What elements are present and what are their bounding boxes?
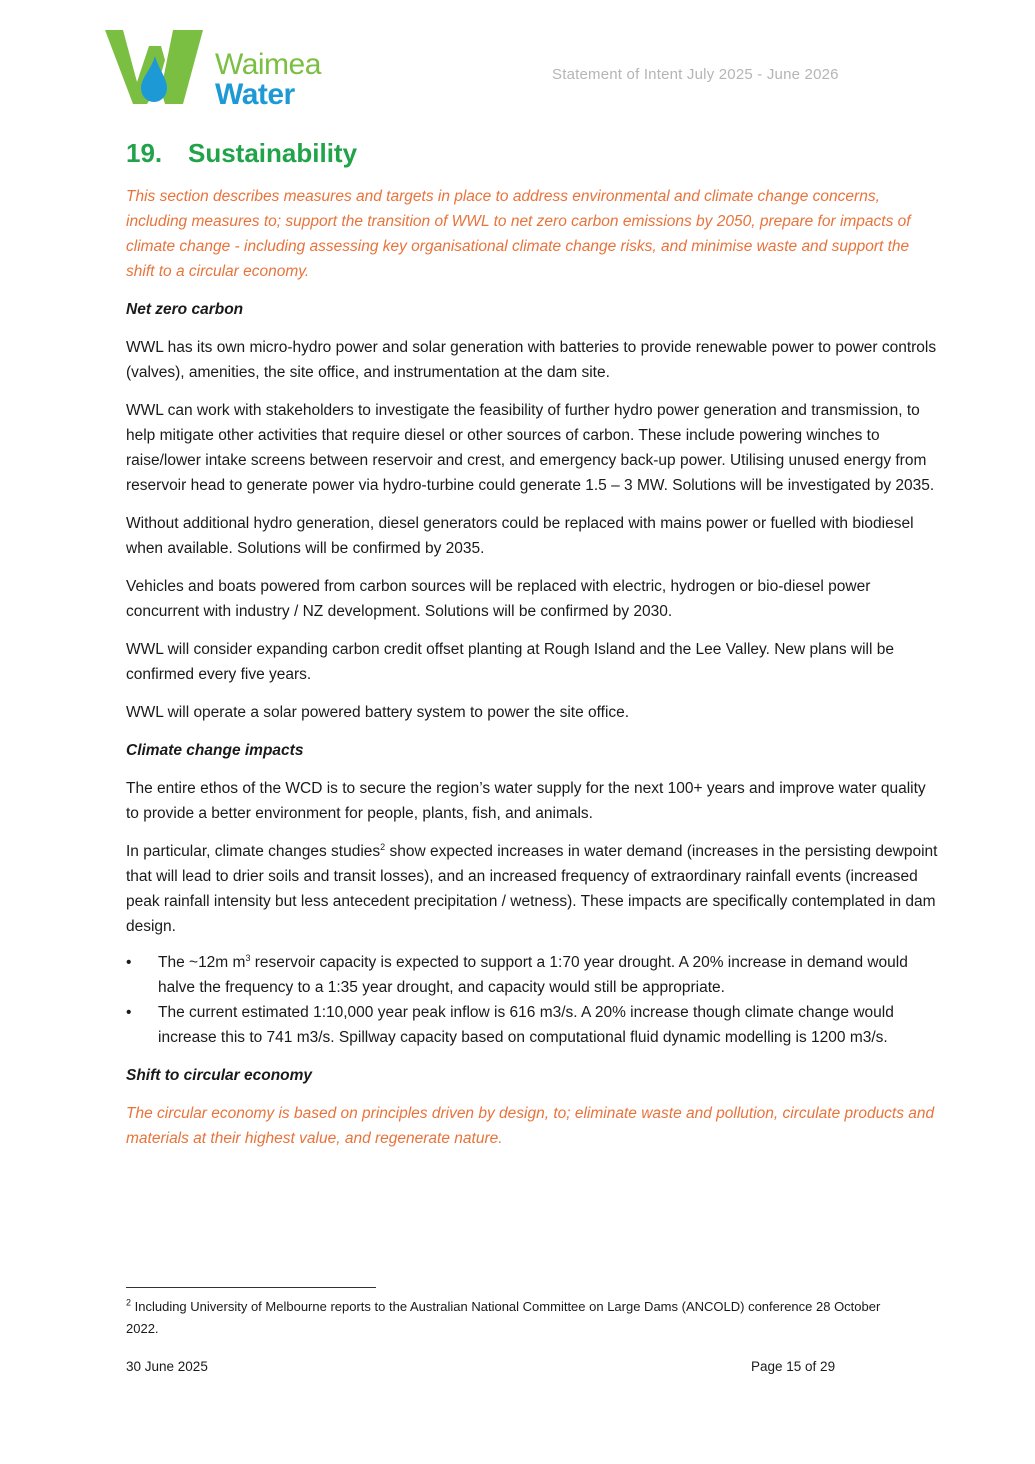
subheading-climate-change: Climate change impacts (126, 742, 304, 759)
logo-text-water: Water (215, 78, 295, 111)
section-intro: This section describes measures and targets in place to address environmental and climate change concerns, including measures to; support the transition of WWL to net zero carbon emissions by 2050, prepare for impacts of climate change - including assessing key organisational climate change risks, and minimise waste and support the shift to a circular economy. (126, 188, 911, 280)
logo-text-waimea: Waimea (215, 48, 321, 81)
section-heading (126, 136, 941, 170)
footnote-marker: 2 (126, 1297, 132, 1308)
section-number: 19. (126, 138, 163, 168)
paragraph: WWL will operate a solar powered battery system to power the site office. (126, 704, 630, 721)
footer-page-number: Page 15 of 29 (751, 1359, 836, 1374)
text-span: show expected increases in water demand (increases in the persisting dewpoint that will lead to drier soils and transit losses), and an increased frequency of extraordinary rainfall events (increased peak rainfall intensity but less antecedent precipitation / wetness). These impacts are specifically contemplated in dam design. (126, 843, 938, 935)
paragraph: WWL can work with stakeholders to investigate the feasibility of further hydro power generation and transmission, to help mitigate other activities that require diesel or other sources of carbon. These include powering winches to raise/lower intake screens between reservoir and crest, and emergency back-up power. Utilising unused energy from reservoir head to generate power via hydro-turbine could generate 1.5 – 3 MW. Solutions will be investigated by 2035. (126, 402, 935, 494)
footnote-text: Including University of Melbourne reports to the Australian National Committee on Large Dams (ANCOLD) conference 28 October 2022. (126, 1299, 881, 1336)
footer-date: 30 June 2025 (126, 1359, 208, 1374)
list-item: • The current estimated 1:10,000 year peak inflow is 616 m3/s. A 20% increase though climate change would increase this to 741 m3/s. Spillway capacity based on computational fluid dynamic modelling is 1200 m3/s. (126, 1000, 941, 1050)
paragraph: Vehicles and boats powered from carbon sources will be replaced with electric, hydrogen or bio-diesel power concurrent with industry / NZ development. Solutions will be confirmed by 2030. (126, 578, 871, 620)
paragraph: The entire ethos of the WCD is to secure the region’s water supply for the next 100+ years and improve water quality to provide a better environment for people, plants, fish, and animals. (126, 780, 926, 822)
text-span: The ~12m m (158, 954, 246, 971)
bullet-list (126, 950, 941, 1050)
paragraph: Without additional hydro generation, diesel generators could be replaced with mains power or fuelled with biodiesel when available. Solutions will be confirmed by 2035. (126, 515, 914, 557)
waimea-water-logo (103, 26, 343, 111)
text-span: reservoir capacity is expected to support a 1:70 year drought. A 20% increase in demand would halve the frequency to a 1:35 year drought, and capacity would still be appropriate. (158, 954, 908, 996)
section-title: Sustainability (188, 138, 358, 168)
page-content (126, 136, 941, 1151)
logo-wordmark (215, 50, 321, 110)
superscript: 3 (245, 952, 251, 963)
circular-economy-text: The circular economy is based on principles driven by design, to; eliminate waste and pollution, circulate products and materials at their highest value, and regenerate nature. (126, 1105, 935, 1147)
text-span: In particular, climate changes studies (126, 843, 381, 860)
footnote-reference[interactable]: 2 (380, 841, 386, 852)
footnote (126, 1296, 916, 1340)
footnote-divider (126, 1287, 376, 1288)
subheading-circular-economy: Shift to circular economy (126, 1067, 313, 1084)
w-drop-icon (103, 26, 211, 108)
paragraph: WWL has its own micro-hydro power and solar generation with batteries to provide renewable power to power controls (valves), amenities, the site office, and instrumentation at the dam site. (126, 339, 937, 381)
paragraph: WWL will consider expanding carbon credit offset planting at Rough Island and the Lee Valley. New plans will be confirmed every five years. (126, 641, 894, 683)
paragraph-with-footnote (126, 839, 941, 939)
header-document-title: Statement of Intent July 2025 - June 2026 (552, 66, 839, 83)
subheading-net-zero: Net zero carbon (126, 301, 244, 318)
list-item (126, 950, 941, 1000)
